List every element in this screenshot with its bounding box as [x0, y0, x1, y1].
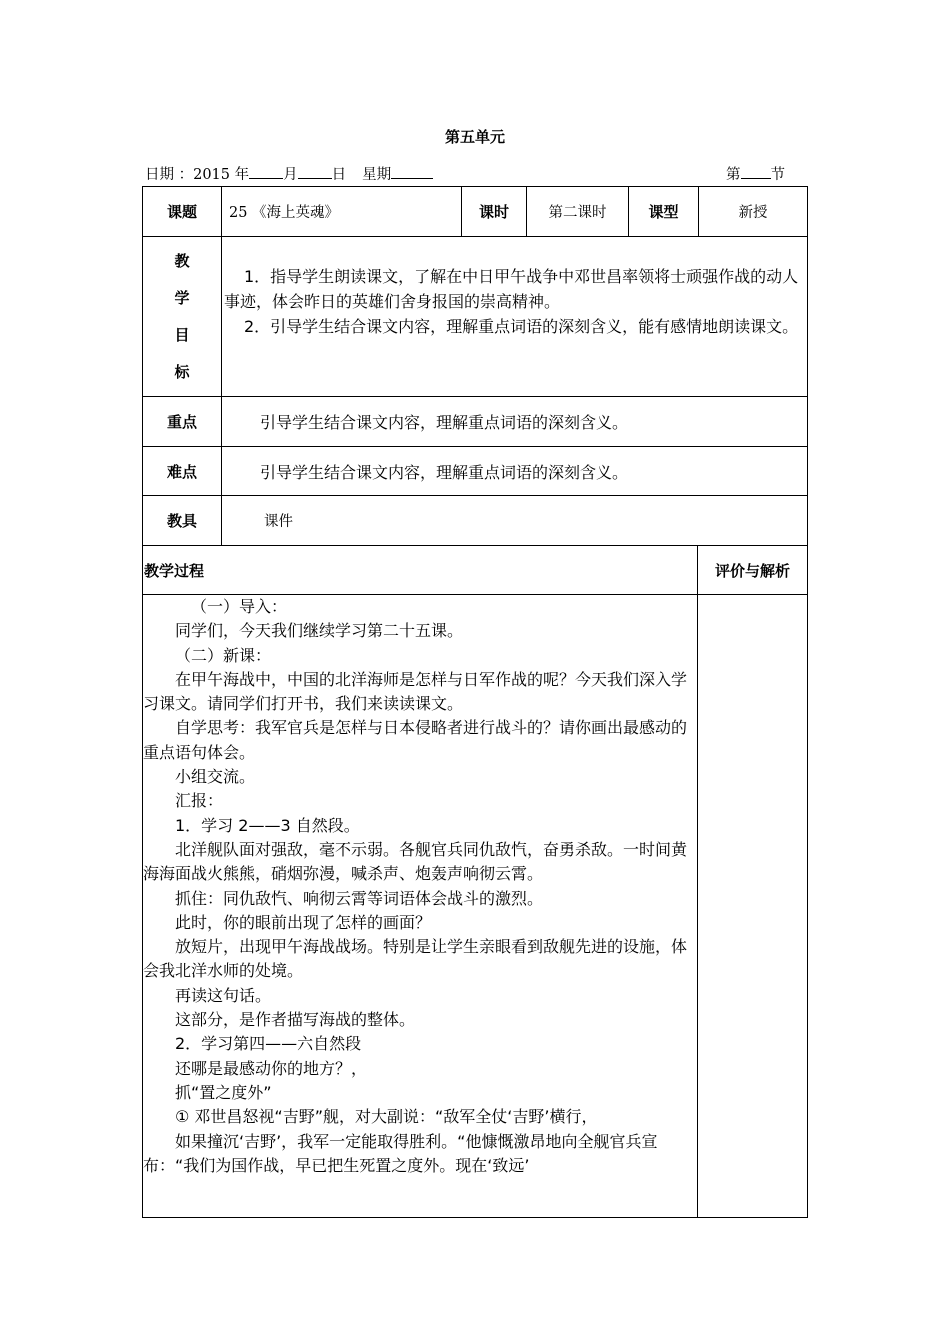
lesson-topic: 25 《海上英魂》: [222, 187, 462, 237]
objective-item: 2．引导学生结合课文内容，理解重点词语的深刻含义，能有感情地朗读课文。: [244, 317, 799, 336]
objective-item: 1．指导学生朗读课文，了解在中日甲午战争中邓世昌率领将士顽强作战的动人事迹，体会昨日的英雄们舍身报国的崇高精神。: [224, 267, 799, 311]
day-label: 日: [331, 167, 347, 183]
process-paragraph: 同学们，今天我们继续学习第二十五课。: [175, 621, 464, 641]
lesson-period: 第二课时: [527, 187, 629, 237]
type-label: 课型: [629, 187, 699, 237]
section-blank: [741, 164, 771, 179]
objectives-label: [143, 237, 222, 397]
objectives-label-char: 标: [174, 362, 190, 381]
difficulty-label: 难点: [143, 447, 222, 496]
weekday-label: 星期: [362, 167, 392, 183]
process-paragraph: 2．学习第四——六自然段: [175, 1034, 362, 1054]
objectives-content: [222, 237, 808, 397]
lesson-row: [143, 187, 808, 237]
key-point-row: [143, 397, 808, 447]
process-paragraph: 此时，你的眼前出现了怎样的画面？: [175, 912, 432, 932]
lesson-info-table: [142, 186, 808, 546]
objectives-label-char: 学: [174, 288, 190, 307]
process-paragraph: 抓住：同仇敌忾、响彻云霄等词语体会战斗的激烈。: [175, 888, 544, 908]
process-paragraph: （一）导入：: [191, 597, 288, 616]
objectives-label-char: 教: [174, 251, 190, 270]
tools-row: [143, 496, 808, 546]
unit-title: 第五单元: [444, 128, 505, 146]
process-paragraph: 北洋舰队面对强敌，毫不示弱。各舰官兵同仇敌忾，奋勇杀敌。一时间黄海海面战火熊熊，硝烟弥漫，喊杀声、炮轰声响彻云霄。: [143, 839, 688, 884]
process-paragraph: ① 邓世昌怒视“吉野”舰，对大副说：“敌军全仗‘吉野’横行，: [175, 1107, 598, 1127]
process-paragraph: 再读这句话。: [175, 985, 272, 1005]
difficulty-row: [143, 447, 808, 496]
process-paragraph: 抓“置之度外”: [175, 1082, 272, 1102]
date-label: 日期 ：2015 年: [145, 167, 250, 183]
process-paragraph: 还哪是最感动你的地方？，: [175, 1058, 368, 1078]
objectives-row: [143, 237, 808, 397]
section-suffix: 节: [770, 167, 785, 183]
process-content: [143, 595, 698, 1218]
section-prefix: 第: [726, 167, 741, 183]
process-paragraph: 小组交流。: [175, 767, 256, 787]
evaluation-content: [698, 595, 808, 1218]
lesson-type: 新授: [699, 187, 808, 237]
evaluation-header: 评价与解析: [698, 546, 808, 595]
process-paragraph: （二）新课：: [175, 645, 272, 665]
objectives-label-char: 目: [174, 325, 190, 344]
date-line: [145, 163, 785, 184]
process-paragraph: 自学思考：我军官兵是怎样与日本侵略者进行战斗的？请你画出最感动的重点语句体会。: [143, 718, 688, 762]
process-paragraph: 汇报：: [175, 791, 224, 811]
tools-text: 课件: [222, 496, 808, 546]
teaching-process-table: [142, 545, 808, 1218]
key-point-text: 引导学生结合课文内容，理解重点词语的深刻含义。: [222, 397, 808, 447]
tools-label: 教具: [143, 496, 222, 546]
process-paragraph: 放短片，出现甲午海战战场。特别是让学生亲眼看到敌舰先进的设施，体会我北洋水师的处境。: [143, 937, 688, 981]
key-point-label: 重点: [143, 397, 222, 447]
difficulty-text: 引导学生结合课文内容，理解重点词语的深刻含义。: [222, 447, 808, 496]
month-blank: [249, 164, 283, 179]
process-paragraph: 这部分，是作者描写海战的整体。: [175, 1010, 416, 1030]
topic-label: 课题: [143, 187, 222, 237]
day-blank: [298, 164, 332, 179]
weekday-blank: [391, 164, 433, 179]
process-header: 教学过程: [143, 546, 698, 595]
process-paragraph: 如果撞沉‘吉野’，我军一定能取得胜利。“他慷慨激昂地向全舰官兵宣布：“我们为国作战，早已把生死置之度外。现在‘致远’: [143, 1131, 658, 1175]
process-header-row: [143, 546, 808, 595]
section-number: [726, 163, 785, 184]
process-content-row: [143, 595, 808, 1218]
process-paragraph: 在甲午海战中，中国的北洋海师是怎样与日军作战的呢？今天我们深入学习课文。请同学们打开书，我们来读读课文。: [143, 669, 688, 714]
process-paragraph: 1．学习 2——3 自然段。: [175, 815, 360, 835]
month-label: 月: [283, 167, 298, 183]
period-label: 课时: [462, 187, 527, 237]
